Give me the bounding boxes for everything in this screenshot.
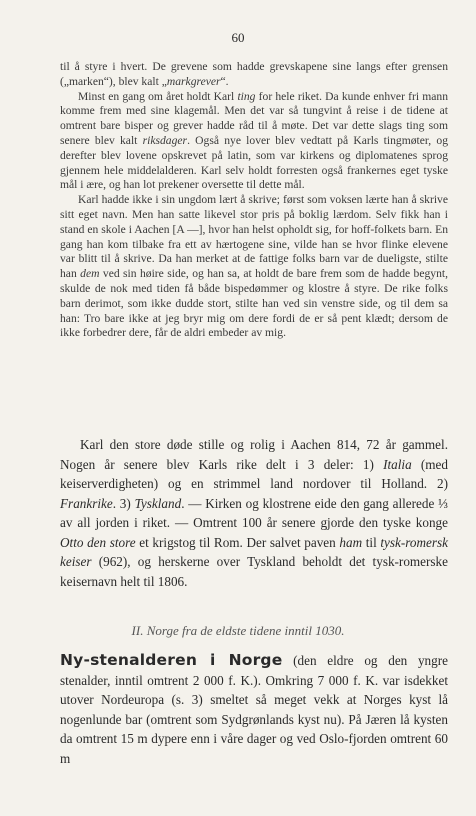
italic-text: riksdager — [142, 133, 188, 147]
text-segment: . Også nye lover blev vedtatt på Karls tingmøter, og derefter blev lovene opskrevet på latin, som var kirkens og diplomatenes sprog gjennem hele middelalderen. Karl selv holdt forresten også frankernes eget tyske mål i ære, og han lot prekener oversette til dette mål. — [60, 133, 448, 192]
text-segment: . — Kirken og klostrene eide den gang allerede ⅓ av all jorden i riket. — Omtrent 100 år senere gjorde den tyske konge — [60, 495, 448, 530]
italic-text: Frankrike — [60, 495, 113, 511]
text-segment: (962), og herskerne over Tyskland beholdt det tysk-romerske keisernavn helt til 1806. — [60, 554, 448, 589]
text-segment: Karl den store døde stille og rolig i Aachen 814, 72 år gammel. Nogen år senere blev Karls rike delt i 3 deler: 1) — [60, 437, 448, 472]
italic-text: Italia — [383, 456, 412, 472]
paragraph — [60, 90, 448, 194]
text-segment: Minst en gang om året holdt Karl — [78, 89, 238, 103]
text-segment: Karl hadde ikke i sin ungdom lært å skrive; først som voksen lærte han å skrive sitt eget navn. Men han satte likevel stor pris på boklig lærdom. Selv fikk han i stand en skole i Aachen [A —], hvor han helst opholdt sig, for hoff-folkets barn. En gang han kom tilbake fra ett av hærtogene sine, vilde han se hvor flinke elevene var blitt til å skrive. Da han merket at de fattige folks barn var de dueligste, stilte han — [60, 193, 448, 281]
lower-text-section — [60, 435, 448, 591]
final-text-section — [60, 651, 448, 768]
text-segment: for hele riket. Da kunde enhver fri mann komme frem med sine klagemål. Men det var så tungvint å reise i de tidene at omtrent bare bisper og grever hadde råd til å møte. Det var dette slags ting som senere blev kalt — [60, 89, 448, 147]
paragraph-body: (den eldre og den yngre stenalder, inntil omtrent 2 000 f. K.). Omkring 7 000 f. K. var isdekket utover Nordeuropa (s. 3) smeltet så meget vekk at Norges kyst lå nogenlunde bar (omtrent som Sydgrønlands kyst nu). På Jæren lå kysten da omtrent 15 m dypere enn i våre dager og ved Oslo-fjorden omtrent 60 m — [60, 653, 448, 766]
paragraph — [60, 193, 448, 341]
paragraph — [60, 60, 448, 90]
text-segment: til å styre i hvert. De grevene som hadde grevskapene sine langs efter grensen („marken“), blev kalt „ — [60, 60, 448, 88]
italic-text: ham — [339, 534, 363, 550]
italic-text: tysk-romersk keiser — [60, 534, 448, 569]
section-heading: II. Norge fra de eldste tidene inntil 1030. — [131, 623, 345, 638]
italic-text: Tyskland — [134, 495, 182, 511]
text-segment: ved sin høire side, og han sa, at holdt de bare frem som de hadde begynt, skulde de nok med tiden få både bispedømmer og klostre å styre. De rike folks barn derimot, som ikke dudde stort, stilte han ved sin venstre side, og til dem sa han: Tro bare ikke at jeg bryr mig om dere fordi de er så pent klædt; dersom de ikke forbedrer dere, får de aldri embeder av mig. — [60, 267, 449, 340]
text-segment: til — [362, 534, 381, 550]
paragraph — [60, 651, 448, 768]
italic-text: ting — [237, 89, 256, 103]
italic-text: dem — [80, 267, 100, 281]
text-segment: et krigstog til Rom. Der salvet paven — [135, 534, 340, 550]
italic-text: markgrever — [166, 74, 221, 88]
page-number: 60 — [231, 30, 245, 45]
text-segment: (med keiserverdigheten) og en strimmel land nordover til Holland. 2) — [60, 456, 448, 491]
bold-lead-heading: Ny-stenalderen i Norge — [60, 651, 283, 669]
text-segment: “. — [220, 74, 229, 88]
paragraph — [60, 435, 448, 591]
text-segment: . 3) — [112, 495, 135, 511]
italic-text: Otto den store — [60, 534, 136, 550]
upper-text-section — [60, 60, 448, 341]
